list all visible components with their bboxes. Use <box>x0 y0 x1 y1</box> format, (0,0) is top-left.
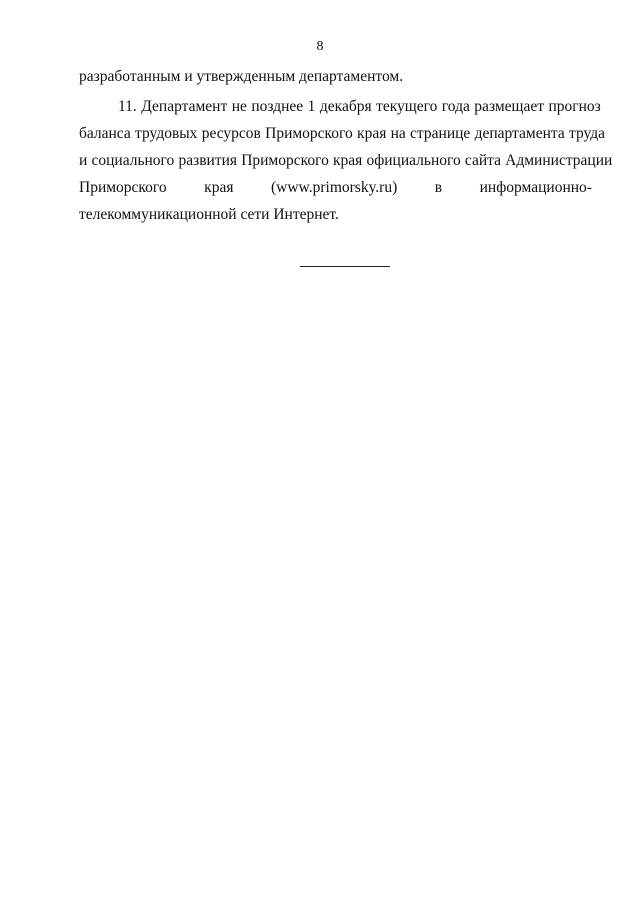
page-number: 8 <box>316 39 324 54</box>
line-4-word: края <box>204 179 234 196</box>
paragraph-11-line-5: телекоммуникационной сети Интернет. <box>79 206 339 223</box>
paragraph-11-line-4 <box>79 178 592 198</box>
paragraph-11-line-3: и социального развития Приморского края официального сайта Администрации <box>79 152 613 169</box>
paragraph-11-line-1: 11. Департамент не позднее 1 декабря текущего года размещает прогноз <box>118 98 601 115</box>
paragraph-continuation: разработанным и утвержденным департаментом. <box>79 68 404 85</box>
line-4-word: (www.primorsky.ru) <box>270 179 398 196</box>
end-divider <box>300 266 390 267</box>
line-4-word: в <box>434 179 443 196</box>
line-4-word: информационно- <box>479 179 592 196</box>
line-4-word: Приморского <box>79 179 167 196</box>
paragraph-11-line-2: баланса трудовых ресурсов Приморского края на странице департамента труда <box>79 125 606 142</box>
